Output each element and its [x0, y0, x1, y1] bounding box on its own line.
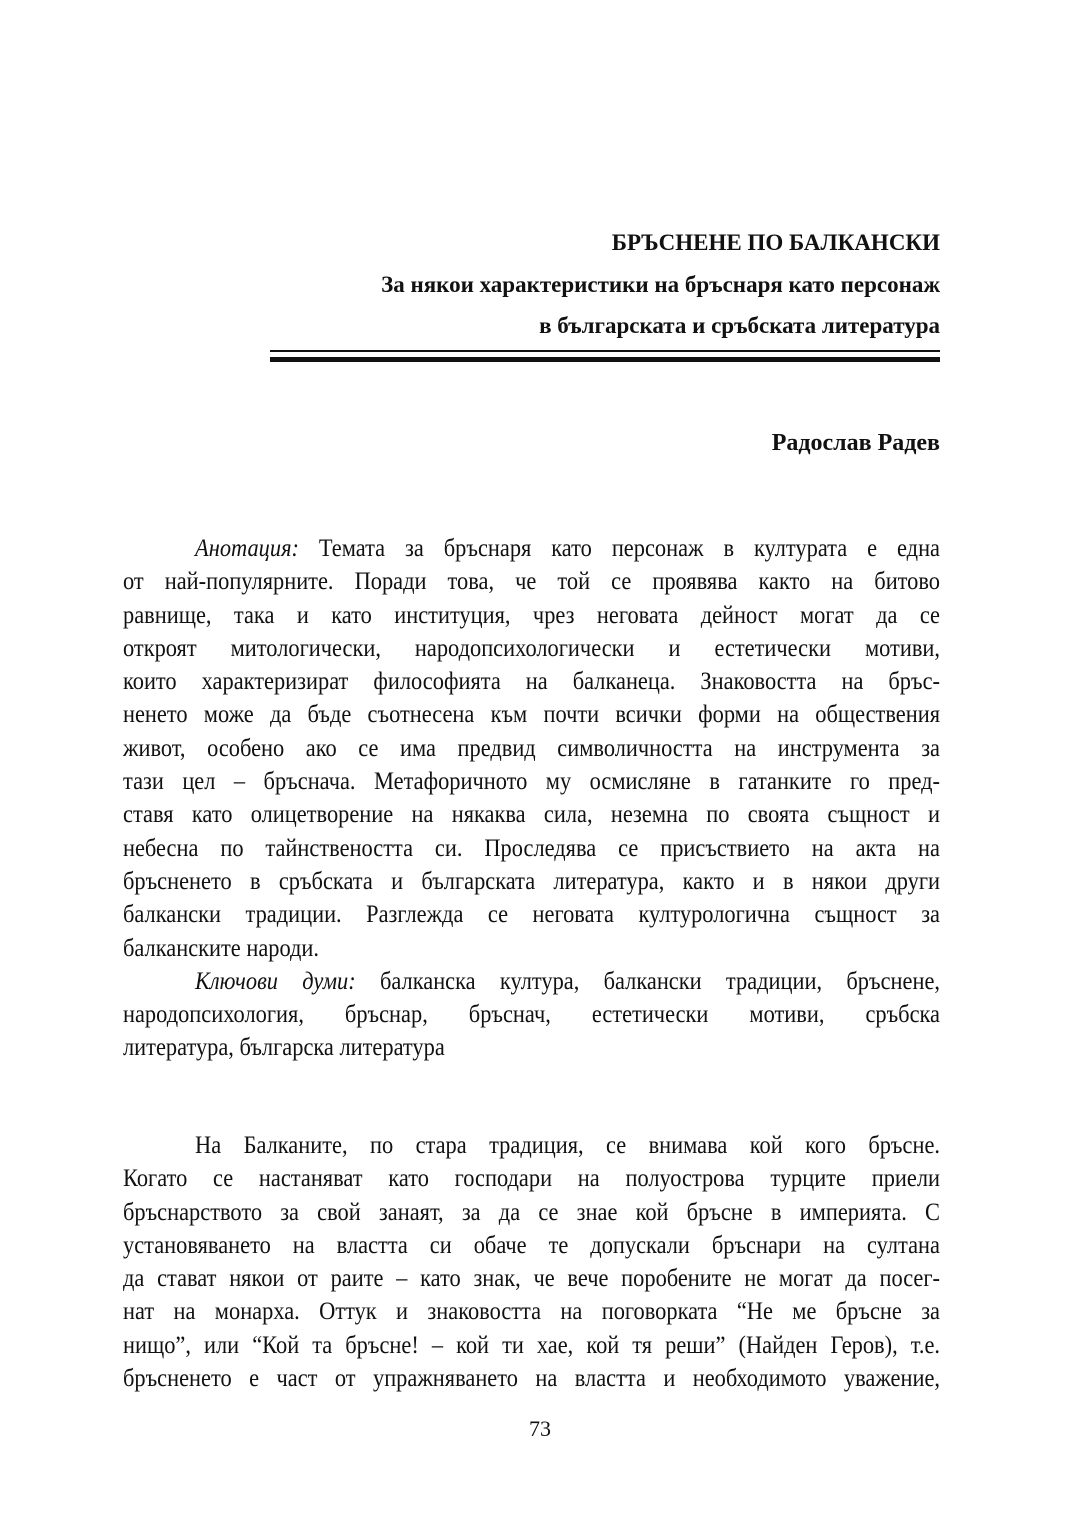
- abstract-label: Анотация:: [195, 533, 299, 562]
- abstract-paragraph: [123, 531, 940, 1064]
- title-divider-thin: [270, 350, 940, 352]
- keywords-line: народопсихология, бръснар, бръснач, естетически мотиви, сръбска: [123, 999, 941, 1029]
- body-line: На Балканите, по стара традиция, се внимава кой кого бръсне.: [195, 1130, 941, 1159]
- body-line: бръснарството за свой занаят, за да се знае кой бръсне в империята. С: [123, 1196, 941, 1226]
- abstract-line: [123, 531, 940, 564]
- page-number: 73: [529, 1416, 551, 1441]
- abstract-line: откроят митологически, народопсихологически и естетически мотиви,: [123, 632, 941, 662]
- keywords-line: [123, 964, 940, 997]
- article-title: БРЪСНЕНЕ ПО БАЛКАНСКИ: [611, 230, 940, 255]
- abstract-text: Темата за бръснаря като персонаж в културата е една: [298, 533, 941, 562]
- body-line: нат на монарха. Оттук и знаковостта на поговорката “Не ме бръсне за: [123, 1296, 941, 1326]
- abstract-line: живот, особено ако се има предвид символичността на инструмента за: [123, 732, 941, 762]
- abstract-line: равнище, така и като институция, чрез неговата дейност могат да се: [123, 599, 941, 629]
- abstract-line: балкански традиции. Разглежда се неговата културологична същност за: [123, 899, 941, 929]
- abstract-line: тази цел – бръснача. Метафоричното му осмисляне в гатанките го пред-: [123, 766, 941, 796]
- article-subtitle-line-1: За някои характеристики на бръснаря като персонаж: [381, 271, 940, 297]
- abstract-line: от най-популярните. Поради това, че той се проявява както на битово: [123, 566, 941, 596]
- article-title-block: [381, 222, 940, 347]
- abstract-line: ставя като олицетворение на някаква сила, неземна по своята същност и: [123, 799, 941, 829]
- keywords-line: литература, българска литература: [123, 1032, 445, 1062]
- title-divider-thick: [270, 357, 940, 362]
- body-line: Когато се настаняват като господари на полуострова турците приели: [123, 1163, 941, 1193]
- body-line: установяването на властта си обаче те допускали бръснари на султана: [123, 1229, 941, 1259]
- body-line: да стават някои от раите – като знак, че вече поробените не могат да посег-: [123, 1263, 941, 1293]
- body-line: бръсненето е част от упражняването на властта и необходимото уважение,: [123, 1363, 941, 1393]
- article-subtitle-line-2: в българската и сръбската литература: [539, 313, 940, 338]
- abstract-line: които характеризират философията на балканеца. Знаковостта на бръс-: [123, 666, 941, 696]
- body-paragraph: [123, 1128, 940, 1394]
- abstract-line: балканските народи.: [123, 932, 320, 962]
- abstract-line: небесна по тайнствеността си. Проследява се присъствието на акта на: [123, 832, 941, 862]
- body-line: нищо”, или “Кой та бръсне! – кой ти хае, кой тя реши” (Найден Геров), т.е.: [123, 1329, 941, 1359]
- abstract-line: ненето може да бъде съотнесена към почти всички форми на обществения: [123, 699, 941, 729]
- keywords-label: Ключови думи:: [195, 965, 356, 995]
- keywords-text: балканска култура, балкански традиции, бръснене,: [355, 965, 940, 995]
- author-name: Радослав Радев: [771, 430, 940, 456]
- abstract-line: бръсненето в сръбската и българската литература, както и в някои други: [123, 865, 941, 895]
